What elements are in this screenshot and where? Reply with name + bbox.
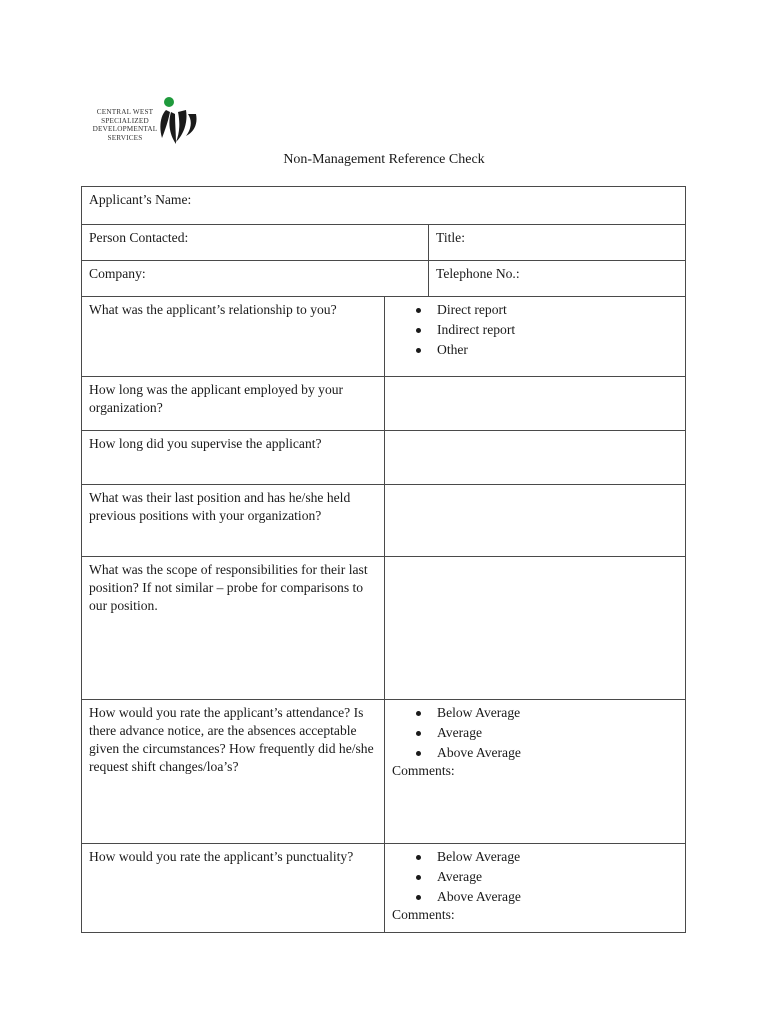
answer-cell[interactable] xyxy=(384,700,685,843)
option-item[interactable]: Other xyxy=(392,340,678,360)
options-list xyxy=(392,300,678,360)
question-row xyxy=(82,556,685,699)
logo-line: SERVICES xyxy=(107,133,143,142)
company-field[interactable]: Company: xyxy=(89,266,146,281)
logo-wordmark xyxy=(90,108,160,142)
rating-options-list xyxy=(392,703,678,763)
rating-option[interactable]: Below Average xyxy=(392,847,678,867)
question-row xyxy=(82,699,685,843)
comments-label[interactable]: Comments: xyxy=(392,907,455,922)
question-row xyxy=(82,484,685,556)
organization-logo xyxy=(90,92,202,152)
option-item[interactable]: Direct report xyxy=(392,300,678,320)
logo-line: SPECIALIZED xyxy=(101,116,149,125)
question-row xyxy=(82,843,685,932)
question-row xyxy=(82,430,685,484)
reference-check-form xyxy=(81,186,686,933)
question-text: How long was the applicant employed by your organization? xyxy=(89,382,344,415)
applicant-name-field[interactable]: Applicant’s Name: xyxy=(89,192,192,207)
question-text: How would you rate the applicant’s attendance? Is there advance notice, are the absences acceptable given the circumstances? How frequently did he/she request shift changes/loa’s? xyxy=(89,705,374,774)
title-field[interactable]: Title: xyxy=(428,225,685,260)
question-text: What was the scope of responsibilities for their last position? If not similar – probe for comparisons to our position. xyxy=(89,562,368,613)
question-text: How long did you supervise the applicant? xyxy=(89,436,322,451)
answer-cell[interactable] xyxy=(384,377,685,430)
answer-cell[interactable] xyxy=(384,557,685,699)
logo-line: CENTRAL WEST xyxy=(96,108,154,116)
option-item[interactable]: Indirect report xyxy=(392,320,678,340)
logo-line: DEVELOPMENTAL xyxy=(92,125,158,134)
document-title: Non-Management Reference Check xyxy=(283,152,485,167)
question-text: What was the applicant’s relationship to you? xyxy=(89,302,337,317)
answer-cell[interactable] xyxy=(384,431,685,484)
question-row xyxy=(82,376,685,430)
logo-figures-icon xyxy=(156,94,202,150)
applicant-name-row xyxy=(82,187,685,224)
rating-option[interactable]: Average xyxy=(392,723,678,743)
company-row xyxy=(82,260,685,296)
person-contacted-row xyxy=(82,224,685,260)
answer-cell[interactable] xyxy=(384,297,685,376)
telephone-field[interactable]: Telephone No.: xyxy=(428,261,685,296)
rating-option[interactable]: Average xyxy=(392,867,678,887)
answer-cell[interactable] xyxy=(384,485,685,556)
comments-label[interactable]: Comments: xyxy=(392,763,455,778)
rating-option[interactable]: Below Average xyxy=(392,703,678,723)
rating-option[interactable]: Above Average xyxy=(392,887,678,907)
question-text: How would you rate the applicant’s punctuality? xyxy=(89,849,354,864)
question-text: What was their last position and has he/she held previous positions with your organization? xyxy=(89,490,351,523)
question-row xyxy=(82,296,685,376)
person-contacted-field[interactable]: Person Contacted: xyxy=(89,230,189,245)
rating-options-list xyxy=(392,847,678,907)
rating-option[interactable]: Above Average xyxy=(392,743,678,763)
answer-cell[interactable] xyxy=(384,844,685,932)
